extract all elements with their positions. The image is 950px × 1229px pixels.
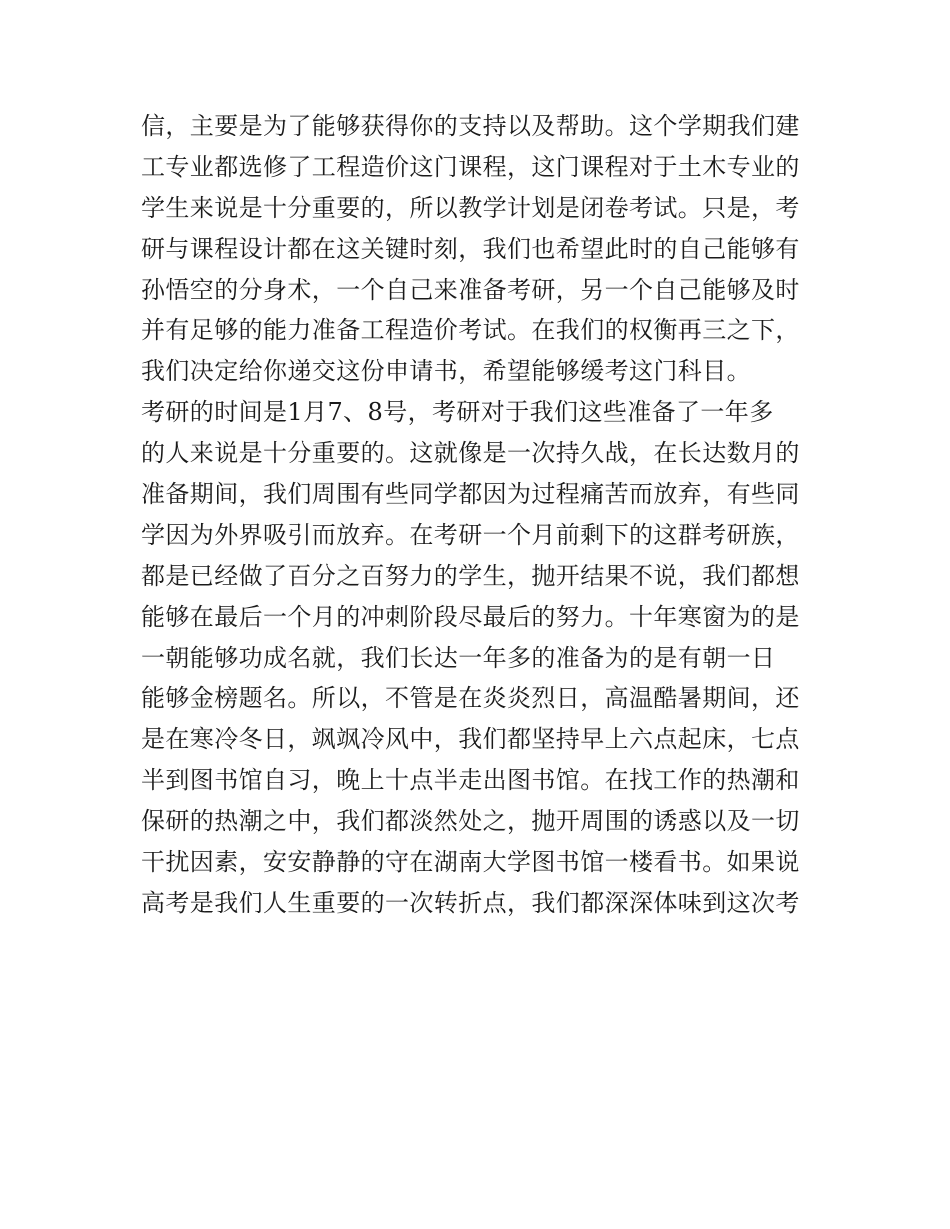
text-line: 工专业都选修了工程造价这门课程，这门课程对于土木专业的 [141, 152, 800, 181]
text-line: 是在寒冷冬日，飒飒冷风中，我们都坚持早上六点起床，七点 [141, 725, 800, 754]
text-line: 并有足够的能力准备工程造价考试。在我们的权衡再三之下， [141, 316, 800, 345]
text-line: 我们决定给你递交这份申请书，希望能够缓考这门科目。 [141, 357, 751, 386]
body-text [141, 106, 821, 924]
text-line: 半到图书馆自习，晚上十点半走出图书馆。在找工作的热潮和 [141, 766, 800, 795]
text-line: 都是已经做了百分之百努力的学生，抛开结果不说，我们都想 [141, 561, 800, 590]
text-line: 能够在最后一个月的冲刺阶段尽最后的努力。十年寒窗为的是 [141, 602, 800, 631]
text-line: 孙悟空的分身术，一个自己来准备考研，另一个自己能够及时 [141, 275, 800, 304]
text-line: 的人来说是十分重要的。这就像是一次持久战，在长达数月的 [141, 439, 800, 468]
text-line: 准备期间，我们周围有些同学都因为过程痛苦而放弃，有些同 [141, 480, 800, 509]
text-line: 保研的热潮之中，我们都淡然处之，抛开周围的诱惑以及一切 [141, 807, 800, 836]
text-line: 干扰因素，安安静静的守在湖南大学图书馆一楼看书。如果说 [141, 848, 800, 877]
text-line: 能够金榜题名。所以，不管是在炎炎烈日，高温酷暑期间，还 [141, 684, 800, 713]
text-line: 高考是我们人生重要的一次转折点，我们都深深体味到这次考 [141, 888, 800, 917]
text-line: 考研的时间是1月7、8号，考研对于我们这些准备了一年多 [141, 398, 774, 427]
text-line: 信，主要是为了能够获得你的支持以及帮助。这个学期我们建 [141, 112, 800, 140]
text-line: 学因为外界吸引而放弃。在考研一个月前剩下的这群考研族， [141, 520, 800, 549]
text-line: 一朝能够功成名就，我们长达一年多的准备为的是有朝一日 [141, 643, 776, 672]
text-line: 学生来说是十分重要的，所以教学计划是闭卷考试。只是，考 [141, 193, 800, 222]
text-line: 研与课程设计都在这关键时刻，我们也希望此时的自己能够有 [141, 234, 800, 263]
